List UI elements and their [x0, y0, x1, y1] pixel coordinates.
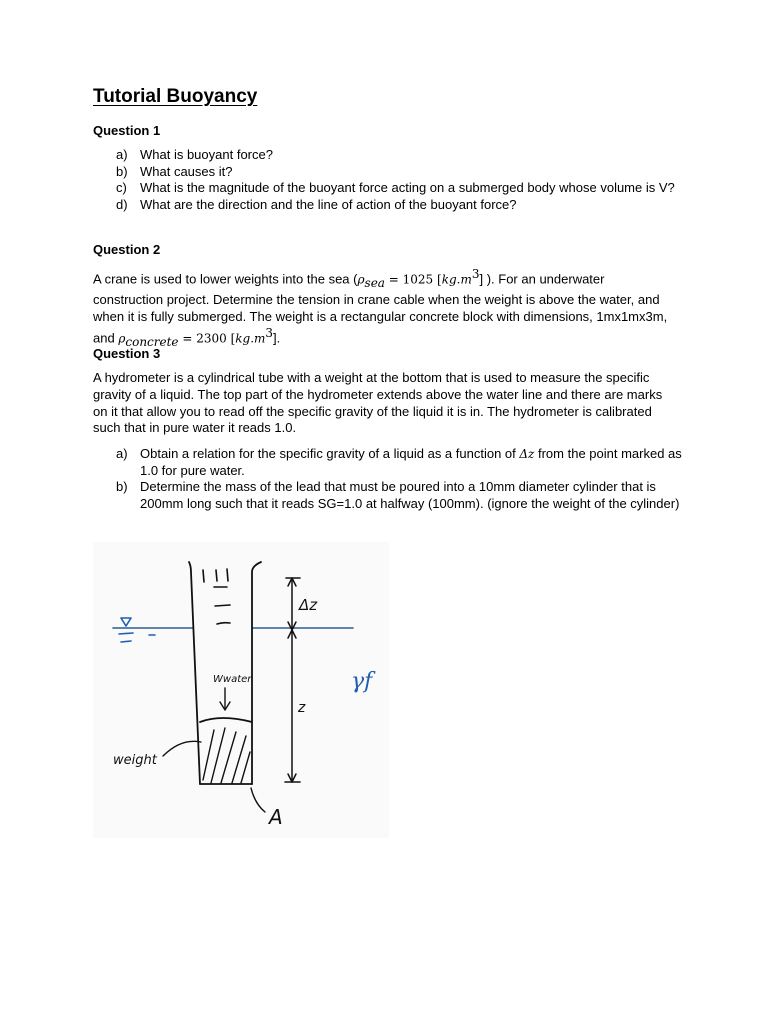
- question-1-list: [116, 147, 686, 213]
- z-label: z: [298, 700, 306, 716]
- area-label: A: [269, 805, 283, 829]
- tube-right-wall: [252, 562, 261, 784]
- tube-left-wall: [189, 562, 200, 784]
- question-1-heading: Question 1: [93, 123, 161, 138]
- list-item: a) What is buoyant force?: [116, 147, 273, 162]
- list-item: b) What causes it?: [116, 163, 233, 179]
- list-item: d) What are the direction and the line of action of the buoyant force?: [116, 196, 517, 212]
- dz-label: Δz: [299, 596, 318, 614]
- list-item: a) Obtain a relation for the specific gravity of a liquid as a function of Δz from the point marked as 1.0 for pure water.: [116, 446, 682, 478]
- weight-pointer: [163, 741, 201, 756]
- list-item: c) What is the magnitude of the buoyant force acting on a submerged body whose volume is V?: [116, 180, 675, 195]
- hydrometer-figure: [93, 542, 389, 838]
- free-surface-icon: [121, 618, 131, 626]
- question-3-intro: A hydrometer is a cylindrical tube with a weight at the bottom that is used to measure the specific gravity of a liquid. The top part of the hydrometer extends above the water line and there are marks on it that allow you to read off the specific gravity of the liquid it is in. The hydrometer is calibrated such that in pure water it reads 1.0.: [93, 370, 663, 436]
- weight-label: weight: [113, 753, 157, 768]
- question-2-heading: Question 2: [93, 242, 161, 257]
- weight-force-label: Wwater: [213, 674, 252, 685]
- question-3-list: [116, 446, 686, 512]
- question-2-body: A crane is used to lower weights into the sea ($\rho_{sea} = 1025$ $[kg.m^3]$ ). For an underwater construction project. Determine the tension in crane cable when the weight is above the water, and when it is fully submerged. The weight is a rectangular concrete block with dimensions, 1mx1mx3m, and $\rho_{concrete} = 2300$ $[kg.m^3]$.: [93, 267, 668, 350]
- lead-surface: [200, 718, 252, 722]
- question-3-heading: Question 3: [93, 346, 161, 361]
- area-pointer: [251, 788, 265, 812]
- specific-weight-label: γf: [351, 669, 373, 694]
- hydrometer-sketch: [93, 542, 389, 838]
- page-title: Tutorial Buoyancy: [93, 86, 258, 107]
- list-item: b) Determine the mass of the lead that must be poured into a 10mm diameter cylinder that is 200mm long such that it reads SG=1.0 at halfway (100mm). (ignore the weight of the cylinder): [116, 479, 680, 511]
